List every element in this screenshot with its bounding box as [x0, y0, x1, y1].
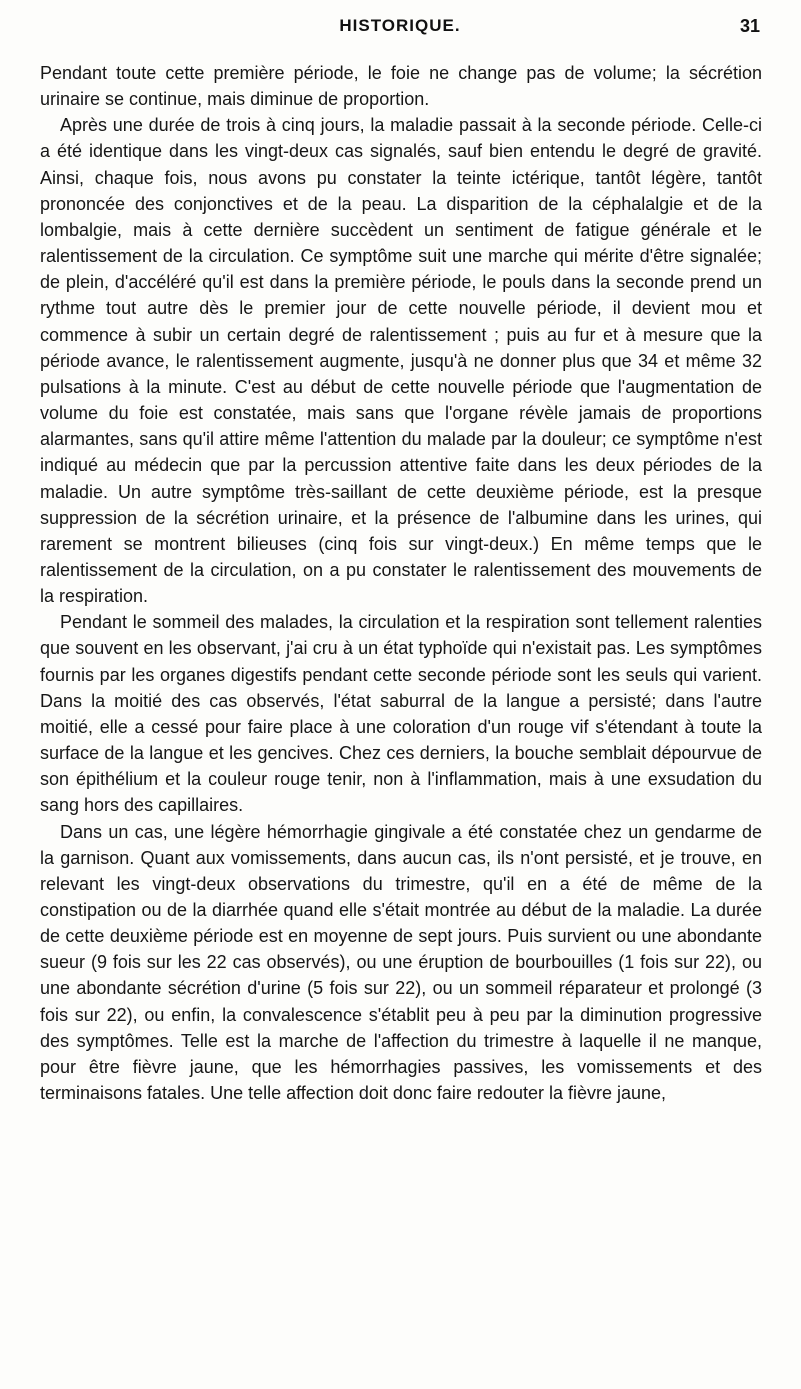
paragraph-3: Pendant le sommeil des malades, la circulation et la respiration sont tellement ralenties que souvent en les observant, j'ai cru à un état typhoïde qui n'existait pas. Les symptômes fournis par les organes digestifs pendant cette seconde période sont les seuls qui varient. Dans la moitié des cas observés, l'état saburral de la langue a persisté; dans l'autre moitié, elle a cessé pour faire place à une coloration d'un rouge vif s'étendant à toute la surface de la langue et les gencives. Chez ces derniers, la bouche semblait dépourvue de son épithélium et la couleur rouge tenir, non à l'inflammation, mais à une exsudation du sang hors des capillaires.	[40, 612, 762, 816]
paragraph-1: Pendant toute cette première période, le foie ne change pas de volume; la sécrétion urinaire se continue, mais diminue de proportion.	[40, 63, 762, 110]
paragraph-4: Dans un cas, une légère hémorrhagie gingivale a été constatée chez un gendarme de la garnison. Quant aux vomissements, dans aucun cas, ils n'ont persisté, et je trouve, en relevant les vingt-deux observations du trimestre, qu'il en a été de même de la constipation ou de la diarrhée quand elle s'était montrée au début de la maladie. La durée de cette deuxième période est en moyenne de sept jours. Puis survient ou une abondante sueur (9 fois sur les 22 cas observés), ou une éruption de bourbouilles (1 fois sur 22), ou une abondante sécrétion d'urine (5 fois sur 22), ou un sommeil réparateur et prolongé (3 fois sur 22), ou enfin, la convalescence s'établit peu à peu par la diminution progressive des symptômes. Telle est la marche de l'affection du trimestre à laquelle il ne manque, pour être fièvre jaune, que les hémorrhagies passives, les vomissements et des terminaisons fatales. Une telle affection doit donc faire redouter la fièvre jaune,	[40, 821, 762, 1104]
running-header	[40, 16, 760, 42]
body-text	[40, 60, 762, 1106]
page-number: 31	[739, 16, 760, 36]
paragraph-2: Après une durée de trois à cinq jours, la maladie passait à la seconde période. Celle-ci a été identique dans les vingt-deux cas signalés, sauf bien entendu le degré de gravité. Ainsi, chaque fois, nous avons pu constater la teinte ictérique, tantôt légère, tantôt prononcée des conjonctives et de la peau. La disparition de la céphalalgie et de la lombalgie, mais à cette dernière succèdent un sentiment de fatigue générale et le ralentissement de la circulation. Ce symptôme suit une marche qui mérite d'être signalée; de plein, d'accéléré qu'il est dans la première période, le pouls dans la seconde prend un rythme tout autre dès le premier jour de cette nouvelle période, il devient mou et commence à subir un certain degré de ralentissement ; puis au fur et à mesure que la période avance, le ralentissement augmente, jusqu'à ne donner plus que 34 et même 32 pulsations à la minute. C'est au début de cette nouvelle période que l'augmentation de volume du foie est constatée, mais sans que l'organe révèle jamais de proportions alarmantes, sans qu'il attire même l'attention du malade par la douleur; ce symptôme n'est indiqué au médecin que par la percussion attentive faite dans les deux périodes de la maladie. Un autre symptôme très-saillant de cette deuxième période, est la presque suppression de la sécrétion urinaire, et la présence de l'albumine dans les urines, qui rarement se montrent bilieuses (cinq fois sur vingt-deux.) En même temps que le ralentissement de la circulation, on a pu constater le ralentissement des mouvements de la respiration.	[40, 115, 762, 607]
running-title: HISTORIQUE.	[339, 16, 461, 35]
